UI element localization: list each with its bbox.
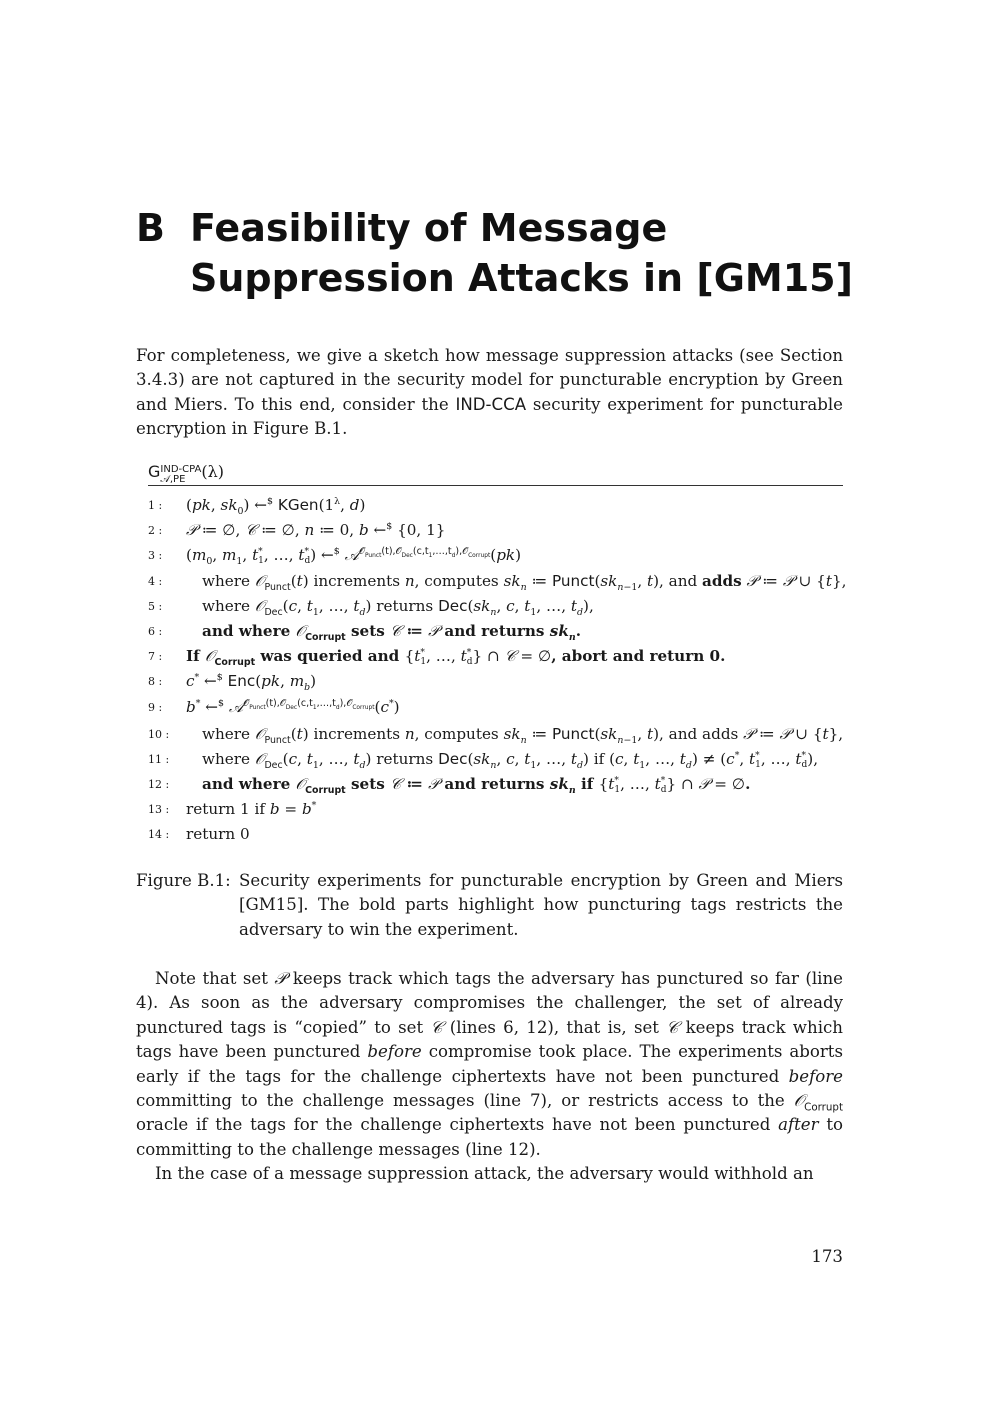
chapter-heading-text: Feasibility of Message Suppression Attacks in [GM15] (190, 206, 853, 300)
line-number: 9 : (148, 701, 163, 714)
oracle-subscript: Corrupt (804, 1101, 843, 1114)
game-subscript: 𝒜,PE (160, 474, 186, 485)
game-argument: (λ) (201, 462, 224, 481)
emphasis: before (788, 1066, 843, 1086)
game-title: G IND-CPA 𝒜,PE (λ) (148, 462, 224, 485)
line-number: 3 : (148, 549, 163, 562)
line-number: 6 : (148, 625, 163, 638)
line-number: 12 : (148, 778, 170, 791)
line-number: 13 : (148, 803, 170, 816)
line-number: 8 : (148, 675, 163, 688)
line-number: 2 : (148, 524, 163, 537)
intro-text-1: For completeness, we give a sketch how message suppression attacks (see Section 3.4.3) are not captured in the security model for puncturable encryption by Green and Miers. To this end, consider the (136, 346, 843, 414)
line-number: 10 : (148, 728, 170, 741)
body-paragraph: In the case of a message suppression attack, the adversary would withhold an (155, 1164, 814, 1183)
emphasis: after (778, 1115, 819, 1135)
line-number: 4 : (148, 575, 163, 588)
line-number: 1 : (148, 499, 163, 512)
chapter-letter: B (136, 206, 165, 250)
intro-text-2: security experiment for puncturable encryption in Figure B.1. (136, 394, 843, 439)
security-game-figure: G IND-CPA 𝒜,PE (λ) 1 : (pk, $sk_0$) ←$ $KGen(1^\lambda$, d) 2 : 𝒫 ≔ ∅, 𝒞 ≔ ∅, n ≔ 0, b ←$ {0, 1} 3 : ($m_0$, $m_1$, t * 1 , …, t * d ) ←$ 𝒜$^{𝒪_{Punct}(t),𝒪_{Dec}(c,t_1,\dots,t_d),𝒪_{Corrupt}}$(pk) 4 : where 𝒪$_{Punct}$(t) increments n, computes $sk_n$ ≔ $Punct(sk_{n-1}$, t), and adds 𝒫 ≔ 𝒫 ∪ {t}, 5 : where 𝒪$_{Dec}$(c, $t_1$, …, $t_d$) returns $Dec(sk_n$, c, $t_1$, …, $t_d$), 6 : and where 𝒪$_{Corrupt}$ sets 𝒞 ≔ 𝒫 and returns $sk_n$. 7 : If 𝒪$_{Corrupt}$ was queried and {t * 1 , …, t * d } ∩ 𝒞 = ∅, abort and return 0. 8 : c* ←$ Enc(pk, $m_b$) 9 : b* ←$ 𝒜$^{𝒪_{Punct}(t),𝒪_{Dec}(c,t_1,\dots,t_d),𝒪_{Corrupt}}$(c*) 10 : where 𝒪$_{Punct}$(t) increments n, computes $sk_n$ ≔ $Punct(sk_{n-1}$, t), and adds 𝒫 ≔ 𝒫 ∪ {t}, 11 : where 𝒪$_{Dec}$(c, $t_1$, …, $t_d$) returns $Dec(sk_n$, c, $t_1$, …, $t_d$) if (c, $t_1$, …, $t_d) \ne (c^*$, t * 1 , …, t * d ), 12 : and where 𝒪$_{Corrupt}$ sets 𝒞 ≔ 𝒫 and returns $sk_n$ if {t * 1 , …, t * d } ∩ 𝒫 = ∅. 13 : return 1 if b = b* 14 : return 0 (148, 458, 843, 486)
figure-caption-text: Security experiments for puncturable encryption by Green and Miers [GM15]. The bold parts highlight how puncturing tags restricts the adversary to win the experiment. (239, 871, 843, 939)
body-paragraph: Note that set 𝒫 keeps track which tags the adversary has punctured so far (line 4). As soon as the adversary compromises the challenger, the set of already punctured tags is “copied” to set 𝒞 (lines 6, 12), that is, set 𝒞 keeps track which tags have been punctured before compromise took place. The experiments aborts early if the tags for the challenge ciphertexts have not been punctured before committing to the challenge messages (line 7), or restricts access to the 𝒪$_{Corrupt}$ oracle if the tags for the challenge ciphertexts have not been punctured after to committing to the challenge messages (line 12). (136, 969, 843, 1159)
line-number: 14 : (148, 828, 170, 841)
game-header (148, 458, 843, 486)
page-number: 173 (811, 1247, 843, 1266)
figure-caption-label: Figure B.1: (136, 871, 231, 890)
line-number: 11 : (148, 753, 170, 766)
intro-paragraph (136, 344, 843, 442)
ind-cca-term: IND-CCA (455, 394, 527, 414)
line-number: 5 : (148, 600, 163, 613)
line-number: 7 : (148, 650, 163, 663)
chapter-title (136, 203, 856, 303)
emphasis: before (367, 1042, 422, 1062)
game-superscript: IND-CPA (160, 464, 202, 475)
